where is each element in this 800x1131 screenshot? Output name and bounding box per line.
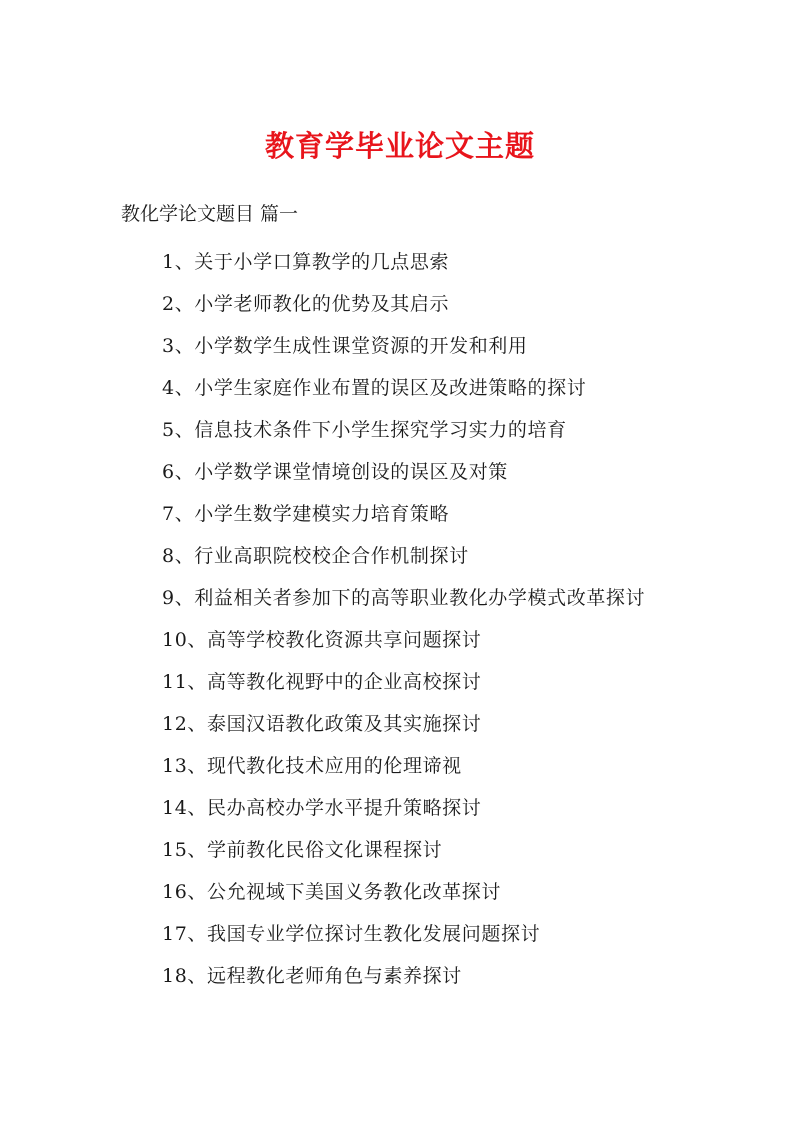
topic-item: 14、民办高校办学水平提升策略探讨 — [162, 797, 482, 819]
topic-item: 17、我国专业学位探讨生教化发展问题探讨 — [162, 923, 541, 945]
topic-list — [121, 241, 691, 997]
topic-item: 18、远程教化老师角色与素养探讨 — [162, 965, 462, 987]
topic-item: 1、关于小学口算教学的几点思索 — [162, 251, 450, 273]
topic-item: 15、学前教化民俗文化课程探讨 — [162, 839, 443, 861]
section-heading: 教化学论文题目 篇一 — [121, 203, 299, 225]
topic-item: 4、小学生家庭作业布置的误区及改进策略的探讨 — [162, 377, 587, 399]
topic-item: 2、小学老师教化的优势及其启示 — [162, 293, 450, 315]
topic-item: 11、高等教化视野中的企业高校探讨 — [162, 671, 482, 693]
topic-item: 13、现代教化技术应用的伦理谛视 — [162, 755, 462, 777]
topic-item: 9、利益相关者参加下的高等职业教化办学模式改革探讨 — [162, 587, 646, 609]
topic-item: 8、行业高职院校校企合作机制探讨 — [162, 545, 469, 567]
topic-item: 12、泰国汉语教化政策及其实施探讨 — [162, 713, 482, 735]
topic-item: 5、信息技术条件下小学生探究学习实力的培育 — [162, 419, 567, 441]
document-title: 教育学毕业论文主题 — [264, 129, 535, 163]
topic-item: 3、小学数学生成性课堂资源的开发和利用 — [162, 335, 528, 357]
topic-item: 16、公允视域下美国义务教化改革探讨 — [162, 881, 501, 903]
topic-item: 7、小学生数学建模实力培育策略 — [162, 503, 450, 525]
topic-item: 10、高等学校教化资源共享问题探讨 — [162, 629, 482, 651]
topic-item: 6、小学数学课堂情境创设的误区及对策 — [162, 461, 508, 483]
